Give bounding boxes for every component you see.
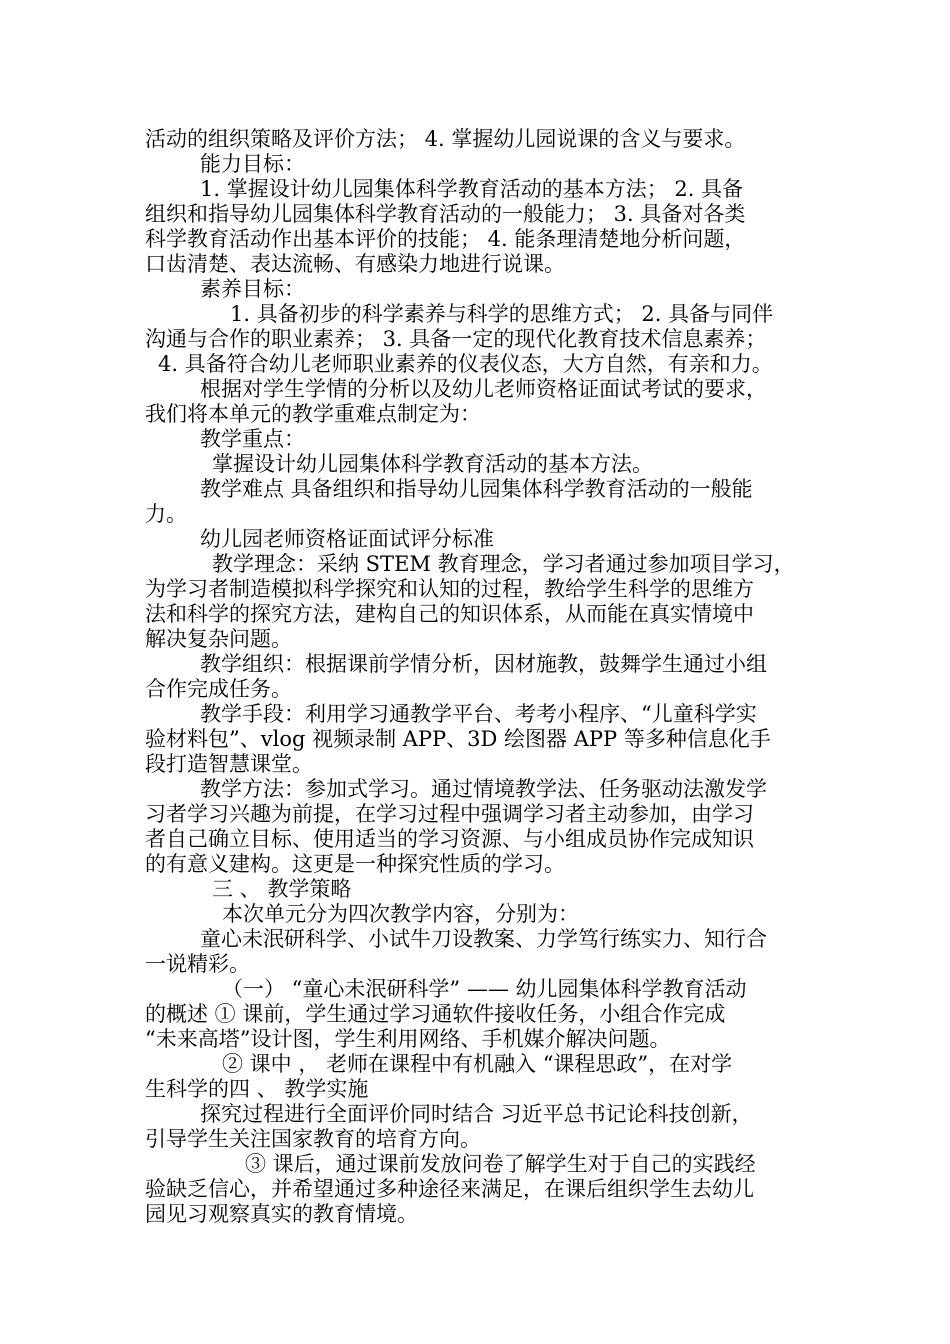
text-line: 合作完成任务。 [145, 677, 292, 701]
text-line: 园见习观察真实的教育情境。 [145, 1202, 418, 1226]
text-line: “未来高塔”设计图，学生利用网络、手机媒介解决问题。 [145, 1027, 671, 1051]
text-line: 沟通与合作的职业素养； 3. 具备一定的现代化教育技术信息素养； [145, 327, 767, 351]
text-line: ③ 课后，通过课前发放问卷了解学生对于自己的实践经 [245, 1152, 756, 1176]
text-line: 生科学的四 、 教学实施 [145, 1077, 369, 1101]
text-line: 的概述 ① 课前，学生通过学习通软件接收任务，小组合作完成 [145, 1002, 726, 1026]
text-line: 我们将本单元的教学重难点制定为： [145, 402, 481, 426]
text-line: 教学方法：参加式学习。通过情境教学法、任务驱动法激发学 [200, 777, 767, 801]
text-line: 1. 具备初步的科学素养与科学的思维方式； 2. 具备与同伴 [230, 302, 774, 326]
text-line: 一说精彩。 [145, 952, 250, 976]
text-line: 的有意义建构。这更是一种探究性质的学习。 [145, 852, 565, 876]
text-line: 习者学习兴趣为前提，在学习过程中强调学习者主动参加，由学习 [145, 802, 754, 826]
text-line: 本次单元分为四次教学内容，分别为： [222, 902, 579, 926]
text-line: 幼儿园老师资格证面试评分标准 [200, 527, 494, 551]
text-line: 教学理念：采纳 STEM 教育理念，学习者通过参加项目学习， [212, 552, 795, 576]
text-line: 力。 [145, 502, 187, 526]
text-line: 教学重点： [200, 427, 305, 451]
text-line: 科学教育活动作出基本评价的技能； 4. 能条理清楚地分析问题， [145, 227, 746, 251]
text-line: 掌握设计幼儿园集体科学教育活动的基本方法。 [212, 452, 653, 476]
text-line: 能力目标： [200, 152, 305, 176]
text-line: 教学手段：利用学习通教学平台、考考小程序、“儿童科学实 [200, 702, 757, 726]
text-line: 法和科学的探究方法，建构自己的知识体系，从而能在真实情境中 [145, 602, 754, 626]
text-line: （一） “童心未泯研科学” —— 幼儿园集体科学教育活动 [222, 977, 747, 1001]
text-line: 教学难点 具备组织和指导幼儿园集体科学教育活动的一般能 [200, 477, 753, 501]
text-line: 4. 具备符合幼儿老师职业素养的仪表仪态，大方自然，有亲和力。 [158, 352, 773, 376]
section-heading: 三 、 教学策略 [212, 877, 352, 901]
text-line: 解决复杂问题。 [145, 627, 292, 651]
text-line: 活动的组织策略及评价方法； 4. 掌握幼儿园说课的含义与要求。 [145, 127, 746, 151]
text-line: 素养目标： [200, 277, 305, 301]
text-line: 童心未泯研科学、小试牛刀设教案、力学笃行练实力、知行合 [200, 927, 767, 951]
text-line: 验材料包”、vlog 视频录制 APP、3D 绘图器 APP 等多种信息化手 [145, 727, 771, 751]
text-line: 口齿清楚、表达流畅、有感染力地进行说课。 [145, 252, 565, 276]
text-line: 1. 掌握设计幼儿园集体科学教育活动的基本方法； 2. 具备 [200, 177, 744, 201]
text-line: 者自己确立目标、使用适当的学习资源、与小组成员协作完成知识 [145, 827, 754, 851]
text-line: 教学组织：根据课前学情分析，因材施教，鼓舞学生通过小组 [200, 652, 767, 676]
text-line: 验缺乏信心，并希望通过多种途径来满足，在课后组织学生去幼儿 [145, 1177, 754, 1201]
text-line: 段打造智慧课堂。 [145, 752, 313, 776]
text-line: 根据对学生学情的分析以及幼儿老师资格证面试考试的要求， [200, 377, 767, 401]
text-line: 为学习者制造模拟科学探究和认知的过程，教给学生科学的思维方 [145, 577, 754, 601]
text-line: ② 课中 ， 老师在课程中有机融入 “课程思政”，在对学 [222, 1052, 733, 1076]
text-line: 探究过程进行全面评价同时结合 习近平总书记论科技创新， [200, 1102, 753, 1126]
text-line: 组织和指导幼儿园集体科学教育活动的一般能力； 3. 具备对各类 [145, 202, 746, 226]
text-line: 引导学生关注国家教育的培育方向。 [145, 1127, 481, 1151]
